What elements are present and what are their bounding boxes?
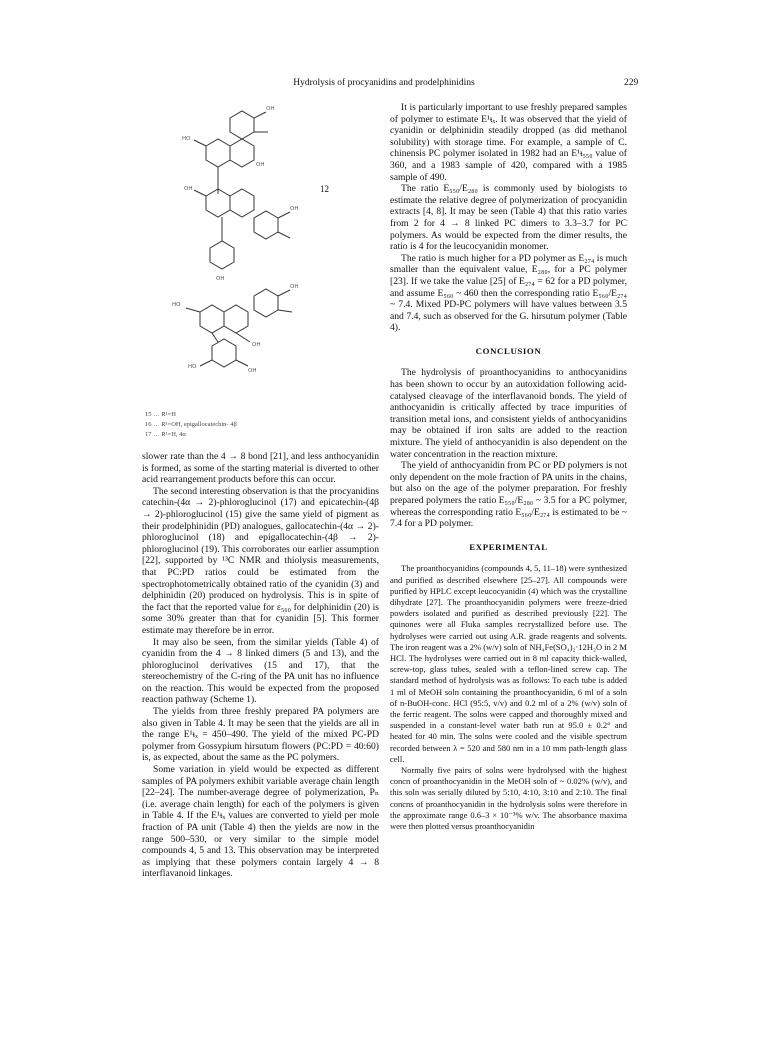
compound-list	[145, 410, 375, 440]
compound-line: 16 … R¹=OH, epigallocatechin- 4β	[145, 421, 237, 428]
oh-label: OH	[266, 106, 275, 112]
ring-a-upper	[206, 139, 230, 167]
oh-label: OH	[184, 186, 193, 192]
ho-label: HO	[188, 364, 197, 370]
compound-number-12: 12	[320, 184, 329, 194]
oh-label: OH	[290, 284, 299, 290]
ring-b-second	[254, 289, 278, 317]
body-paragraph: It is particularly important to use freshly prepared samples of polymer to estimate E¹ᵼₓ. It was observed that the yield of cyanidin or delphinidin steadily dropped (as did methanol solubility) with storage time. For example, a sample of C. chinensis PC polymer isolated in 1982 had an E¹ᵼ₅₅₀ value of 360, and a 1983 sample of 420, compared with a 1985 sample of 490.	[390, 102, 627, 183]
ring-b-top	[230, 111, 254, 139]
oh-label: OH	[290, 206, 299, 212]
body-paragraph: The ratio is much higher for a PD polymer as E₂₇₄ is much smaller than the equivalent value, E₂₈₀, for a PC polymer [23]. If we take the value [25] of E₂₇₄ = 62 for a PD polymer, and assume E₅₆₀ ~ 460 then the corresponding ratio E₅₆₀/E₂₇₄ ~ 7.4. Mixed PD-PC polymers will have values between 3.5 and 7.4, such as observed for the G. hirsutum polymer (Table 4).	[390, 252, 627, 334]
compound-line: 15 … R¹=H	[145, 411, 176, 418]
ho-label: HO	[172, 302, 181, 308]
ring-c-upper	[230, 139, 254, 167]
chemical-structures-figure	[170, 106, 380, 446]
ring-c-second	[224, 305, 248, 333]
oh-label: OH	[252, 342, 261, 348]
left-column	[142, 451, 379, 880]
oh-label: OH	[256, 162, 265, 168]
experimental-paragraph: Normally five pairs of solns were hydrolysed with the highest concn of proanthocyanidin in the MeOH soln of ~ 0.02% (w/v), and this soln was serially diluted by 5:10, 4:10, 3:10 and 2:10. The final concns of proanthocyanidin in the hydrolysis solns were therefore in the approximate range 0.6–3 × 10⁻³% w/v. The absorbance maxima were then plotted versus proanthocyanidin	[390, 765, 627, 832]
ring-a-second	[200, 305, 224, 333]
phenol-ring	[210, 241, 234, 269]
compound-line: 17 … R¹=H, 4α	[145, 431, 186, 438]
conclusion-heading: CONCLUSION	[475, 345, 542, 356]
running-title: Hydrolysis of procyanidins and prodelphinidins	[293, 78, 475, 88]
body-paragraph: The second interesting observation is that the procyanidins catechin-(4α → 2)-phloroglucinol (17) and epicatechin-(4β → 2)-phloroglucinol (15) give the same yield of pigment as their prodelphinidin (PD) analogues, gallocatechin-(4α → 2)-phloroglucinol (18) and epigallocatechin-(4β → 2)-phloroglucinol (19). This corroborates our earlier assumption [22], supported by ¹³C NMR and thiolysis measurements, that PC:PD ratios could be estimated from the spectrophotometrically obtained ratio of the cyanidin (3) and delphinidin (20) produced on hydrolysis. This is in spite of the fact that the reported value for ε₅₆₀ for delphinidin (20) is some 30% greater than that for cyanidin [5]. This former estimate may therefore be in error.	[142, 485, 379, 636]
experimental-heading: EXPERIMENTAL	[469, 541, 548, 552]
page-header	[0, 78, 768, 94]
experimental-paragraph: The proanthocyanidins (compounds 4, 5, 11–18) were synthesized and purified as described elsewhere [25–27]. All compounds were purified by HPLC except leucocyanidin (4) which was the crystalline dihydrate [27]. The proanthocyanidin polymers were freeze-dried powders isolated and purified as described previously [22]. The quinones were all Fluka samples recrystallized before use. The hydrolyses were carried out using A.R. grade reagents and solvents. The iron reagent was a 2% (w/v) soln of NH₄Fe(SO₄)₂·12H₂O in 2 M HCl. The hydrolyses were carried out in 8 ml capacity thick-walled, screw-top, glass tubes, sealed with a teflon-lined screw cap. The standard method of hydrolysis was as follows: To each tube is added 1 ml of MeOH soln containing the proanthocyanidin, 6 ml of a soln of n-BuOH-conc. HCl (95:5, v/v) and 0.2 ml of a 2% (w/v) soln of the ferric reagent. The solns were capped and thoroughly mixed and suspended in a constant-level water bath run at 95.0 ± 0.2° and heated for 40 min. The solns were cooled and the visible spectrum recorded between λ = 520 and 580 nm in a 10 mm path-length glass cell.	[390, 563, 627, 764]
body-paragraph: Some variation in yield would be expected as different samples of PA polymers exhibit variable average chain length [22–24]. The number-average degree of polymerization, Pₙ (i.e. average chain length) for each of the polymers is given in Table 4. If the E¹ᵼₓ values are converted to yield per mole fraction of PA unit (Table 4) then the yields are now in the range 500–530, or very similar to the simple model compounds 4, 5 and 13. This observation may be interpreted as implying that these polymers contain largely 4 → 8 interflavanoid linkages.	[142, 764, 379, 880]
body-paragraph: The ratio E₅₅₀/E₂₈₀ is commonly used by biologists to estimate the relative degree of polymerization of procyanidin extracts [4, 8]. It may be seen (Table 4) that this ratio varies from 2 for 4 → 8 linked PC dimers to 3.3–3.7 for PC polymers. As would be expected from the dimer results, the ratio is 4 for the leucocyanidin monomer.	[390, 183, 627, 253]
body-paragraph: It may also be seen, from the similar yields (Table 4) of cyanidin from the 4 → 8 linked dimers (5 and 13), and the phloroglucinol derivatives (15 and 17), that the stereochemistry of the C-ring of the PA unit has no influence on the reaction. This would be expected from the proposed reaction pathway (Scheme 1).	[142, 636, 379, 706]
phloroglucinol-ring	[212, 339, 236, 367]
ring-c-lower	[230, 189, 254, 217]
body-paragraph: The hydrolysis of proanthocyanidins to anthocyanidins has been shown to occur by an autoxidation following acid-catalysed cleavage of the interflavanoid bonds. The yield of anthocyanidin is critically affected by trace impurities of transition metal ions, and consistent yields of anthocyanidins may be obtained if iron salts are added to the reaction mixture. The yield of anthocyanidin is also dependent on the water concentration in the reaction mixture.	[390, 367, 627, 460]
page-number: 229	[624, 78, 639, 88]
structure-drawing	[170, 106, 380, 446]
body-paragraph: The yield of anthocyanidin from PC or PD polymers is not only dependent on the mole fraction of PA units in the chains, but also on the age of the polymer preparation. For freshly prepared polymers the ratio E₅₅₀/E₂₈₀ ~ 3.5 for a PC polymer, whereas the corresponding ratio E₅₆₀/E₂₇₄ is estimated to be ~ 7.4 for a PD polymer.	[390, 460, 627, 530]
body-paragraph: slower rate than the 4 → 8 bond [21], and less anthocyanidin is formed, as some of the starting material is diverted to other acid rearrangement products before this can occur.	[142, 451, 379, 486]
ho-label: HO	[182, 136, 191, 142]
oh-label: OH	[248, 368, 257, 374]
body-paragraph: The yields from three freshly prepared PA polymers are also given in Table 4. It may be seen that the yields are all in the range E¹ᵼₓ = 450–490. The yield of the mixed PC-PD polymer from Gossypium hirsutum flowers (PC:PD = 40:60) is, as expected, about the same as the PC polymers.	[142, 706, 379, 764]
ring-b-lower	[254, 211, 278, 239]
oh-label: OH	[216, 276, 225, 282]
right-column	[390, 102, 627, 832]
